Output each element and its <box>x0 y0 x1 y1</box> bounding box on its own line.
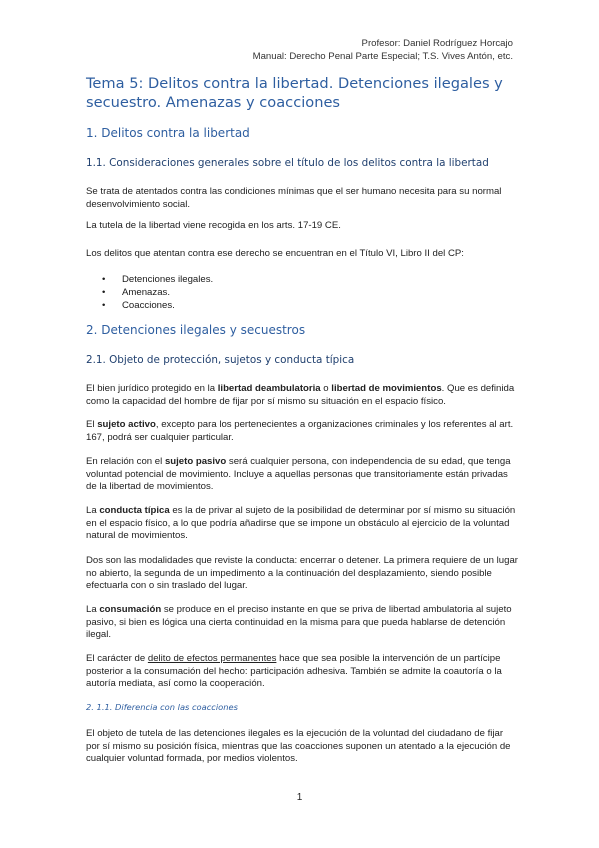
header-manual: Manual: Derecho Penal Parte Especial; T.S. Vives Antón, etc. <box>252 51 513 62</box>
bullet-icon: • <box>102 274 106 285</box>
list-item: • Detenciones ilegales. <box>102 274 214 285</box>
section-heading-1-1: 1.1. Consideraciones generales sobre el título de los delitos contra la libertad <box>86 157 489 169</box>
paragraph-2: La tutela de la libertad viene recogida en los arts. 17-19 CE. <box>86 220 341 231</box>
bullet-icon: • <box>102 299 106 311</box>
bullet-list <box>86 274 213 312</box>
paragraph-8: Dos son las modalidades que reviste la conducta: encerrar o detener. La primera requiere de un lugar no abierto, la segunda de un impedimento a la continuación del desplazamiento, siendo posible efectuarla con o sin traslado del lugar. <box>86 555 518 592</box>
page-number: 1 <box>296 792 303 803</box>
paragraph-4: El bien jurídico protegido en la libertad deambulatoria o libertad de movimientos. Que es definida como la capacidad del hombre de fijar por sí mismo su situación en el espacio físico. <box>86 383 515 407</box>
paragraph-7: La conducta típica es la de privar al sujeto de la posibilidad de determinar por sí mismo su situación en el espacio físico, a lo que podría añadirse que se impone un obstáculo al ejercicio de la voluntad natural de movimientos. <box>86 505 516 542</box>
header-professor: Profesor: Daniel Rodríguez Horcajo <box>361 38 513 49</box>
list-item: • Coacciones. <box>102 299 175 311</box>
paragraph-6: En relación con el sujeto pasivo será cualquier persona, con independencia de su edad, que tenga voluntad potencial de movimiento. Incluye a aquellas personas que transitoriamente están privadas de la libertad de movimientos. <box>86 456 511 493</box>
list-item: • Amenazas. <box>102 286 170 298</box>
page-header <box>253 37 513 63</box>
paragraph-5: El sujeto activo, excepto para los pertenecientes a organizaciones criminales y los referentes al art. 167, podrá ser cualquier particular. <box>86 419 514 443</box>
paragraph-9: La consumación se produce en el preciso instante en que se priva de libertad ambulatoria al sujeto pasivo, si bien es lógica una cierta continuidad en la misma para que pueda hablarse de detención ilegal. <box>86 604 512 641</box>
bullet-icon: • <box>102 286 106 298</box>
section-heading-2: 2. Detenciones ilegales y secuestros <box>86 323 306 337</box>
document-title: Tema 5: Delitos contra la libertad. Detenciones ilegales y secuestro. Amenazas y coacciones <box>86 75 503 111</box>
section-heading-2-1-1: 2. 1.1. Diferencia con las coacciones <box>86 702 238 712</box>
paragraph-11: El objeto de tutela de las detenciones ilegales es la ejecución de la voluntad del ciudadano de fijar por sí mismo su posición física, mientras que las coacciones suponen un atentado a la ejecución de cualquier voluntad formada, por medios violentos. <box>86 728 511 765</box>
section-heading-2-1: 2.1. Objeto de protección, sujetos y conducta típica <box>86 354 355 366</box>
paragraph-10: El carácter de delito de efectos permanentes hace que sea posible la intervención de un partícipe posterior a la consumación del hecho: participación adhesiva. También se admite la coautoría o la autoría mediata, así como la cooperación. <box>86 653 502 690</box>
paragraph-1: Se trata de atentados contra las condiciones mínimas que el ser humano necesita para su normal desenvolvimiento social. <box>86 186 502 210</box>
section-heading-1: 1. Delitos contra la libertad <box>86 126 250 140</box>
paragraph-3: Los delitos que atentan contra ese derecho se encuentran en el Título VI, Libro II del CP: <box>86 248 464 259</box>
